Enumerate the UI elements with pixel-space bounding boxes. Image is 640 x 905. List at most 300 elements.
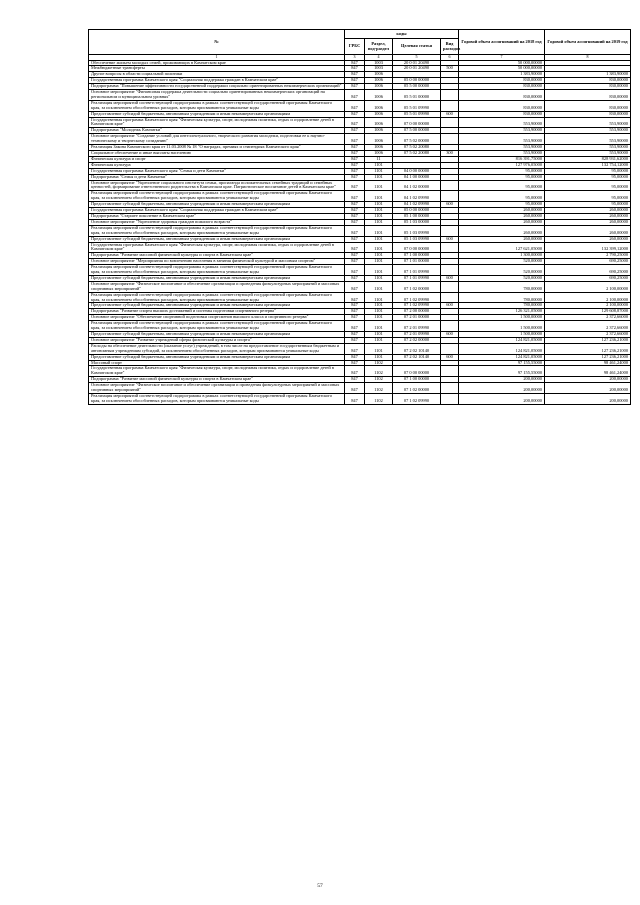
row-volume-2018-cell: 127 976,05000 xyxy=(459,162,545,168)
row-target-cell: 07 5 02 00000 xyxy=(393,134,441,145)
row-name-cell: Основное мероприятие "Укрепление социального института семьи, пропаганда положительных семейных традиций и семейных ценностей, формирование ответственного родительства в Камчатском крае. Патриотическое воспитание детей в Камчатском крае" xyxy=(89,180,345,191)
row-section-cell: 1101 xyxy=(365,225,393,236)
row-name-cell: Подпрограмма "Старшее поколение в Камчатском крае" xyxy=(89,213,345,219)
row-section-cell: 1003 xyxy=(365,66,393,72)
row-expense-type-cell: 600 xyxy=(441,236,459,242)
row-section-cell: 1101 xyxy=(365,309,393,315)
row-section-cell: 1006 xyxy=(365,128,393,134)
row-target-cell: 07 0 00 00000 xyxy=(393,366,441,377)
row-name-cell: Предоставление субсидий бюджетным, автономным учреждениям и иным некоммерческим организациям xyxy=(89,332,345,338)
row-expense-type-cell: 600 xyxy=(441,332,459,338)
row-target-cell: 04 1 02 09990 xyxy=(393,202,441,208)
row-target-cell: 20 0 01 20490 xyxy=(393,66,441,72)
row-target-cell: 04 0 00 00000 xyxy=(393,168,441,174)
row-name-cell: Государственная программа Камчатского края "Социальная поддержка граждан в Камчатском крае" xyxy=(89,78,345,84)
row-target-cell: 07 2 02 00000 xyxy=(393,337,441,343)
row-section-cell: 1101 xyxy=(365,292,393,303)
row-name-cell: Реализация мероприятий соответствующей подпрограммы в рамках соответствующей государственной программы Камчатского края, за исключением обособленных расходов, которым присваиваются уникальные коды xyxy=(89,225,345,236)
table-row xyxy=(89,180,631,191)
row-target-cell: 07 5 02 20080 xyxy=(393,145,441,151)
header-section: Раздел, под-раздел xyxy=(365,39,393,55)
row-volume-2018-cell: 95,00000 xyxy=(459,174,545,180)
row-expense-type-cell: 600 xyxy=(441,275,459,281)
row-volume-2019-cell: 2 372,66000 xyxy=(545,332,631,338)
row-target-cell: 05 0 00 00000 xyxy=(393,78,441,84)
row-volume-2019-cell: 200,00000 xyxy=(545,377,631,383)
row-section-cell: 1102 xyxy=(365,393,393,404)
row-name-cell: Подпрограмма "Развитие массовой физической культуры и спорта в Камчатском крае" xyxy=(89,377,345,383)
row-grbs-cell: 847 xyxy=(345,360,365,366)
row-volume-2019-cell: 690,25000 xyxy=(545,275,631,281)
row-volume-2019-cell: 200,00000 xyxy=(545,393,631,404)
row-grbs-cell: 847 xyxy=(345,78,365,84)
row-grbs-cell: 847 xyxy=(345,219,365,225)
row-expense-type-cell: 300 xyxy=(441,151,459,157)
row-name-cell: Подпрограмма "Семья и дети Камчатки" xyxy=(89,174,345,180)
row-name-cell: Подпрограмма "Повышение эффективности государственной поддержки социально ориентированных некоммерческих организаций" xyxy=(89,84,345,90)
row-volume-2018-cell: 95,00000 xyxy=(459,191,545,202)
row-volume-2019-cell: 2 100,00000 xyxy=(545,292,631,303)
row-name-cell: Обеспечение жильем молодых семей, проживающих в Камчатском крае xyxy=(89,60,345,66)
table-row xyxy=(89,321,631,332)
row-section-cell: 1101 xyxy=(365,265,393,276)
row-volume-2019-cell: 2 100,00000 xyxy=(545,281,631,292)
row-section-cell: 1101 xyxy=(365,321,393,332)
header-expense-type: Вид расходов xyxy=(441,39,459,55)
row-name-cell: Физическая культура и спорт xyxy=(89,156,345,162)
row-section-cell: 1101 xyxy=(365,332,393,338)
row-grbs-cell: 847 xyxy=(345,309,365,315)
row-volume-2018-cell: 553,90000 xyxy=(459,134,545,145)
row-name-cell: Основное мероприятие "Мероприятия по вовлечению населения в занятия физической культурой и массовым спортом" xyxy=(89,259,345,265)
row-grbs-cell: 847 xyxy=(345,321,365,332)
row-target-cell: 04 1 02 09990 xyxy=(393,191,441,202)
row-grbs-cell: 847 xyxy=(345,292,365,303)
row-section-cell: 1101 xyxy=(365,191,393,202)
row-grbs-cell: 847 xyxy=(345,84,365,90)
row-grbs-cell: 847 xyxy=(345,128,365,134)
row-section-cell: 1102 xyxy=(365,383,393,394)
row-target-cell: 07 1 02 00000 xyxy=(393,281,441,292)
row-volume-2018-cell: 95,00000 xyxy=(459,202,545,208)
table-row xyxy=(89,242,631,253)
row-section-cell: 1006 xyxy=(365,134,393,145)
row-name-cell: Основное мероприятие "Развитие учреждений сферы физической культуры и спорта" xyxy=(89,337,345,343)
row-section-cell: 1101 xyxy=(365,275,393,281)
row-volume-2018-cell: 830,00000 xyxy=(459,90,545,101)
row-volume-2018-cell: 97 155,55000 xyxy=(459,366,545,377)
row-expense-type-cell: 600 xyxy=(441,202,459,208)
index-cell: 5 xyxy=(393,55,441,61)
row-target-cell: 05 0 00 00000 xyxy=(393,208,441,214)
row-grbs-cell: 847 xyxy=(345,162,365,168)
row-volume-2018-cell: 260,00000 xyxy=(459,219,545,225)
row-name-cell: Социальное обеспечение и иные выплаты населению xyxy=(89,151,345,157)
row-volume-2018-cell: 95,00000 xyxy=(459,180,545,191)
row-target-cell: 05 5 00 00000 xyxy=(393,84,441,90)
row-volume-2019-cell: 98 461,24000 xyxy=(545,366,631,377)
row-expense-type-cell xyxy=(441,281,459,292)
row-target-cell: 07 1 01 09990 xyxy=(393,265,441,276)
row-target-cell: 07 1 02 09990 xyxy=(393,292,441,303)
row-volume-2018-cell: 1 383,90000 xyxy=(459,72,545,78)
row-name-cell: Реализация мероприятий соответствующей подпрограммы в рамках соответствующей государственной программы Камчатского края, за исключением обособленных расходов, которым присваиваются уникальные коды xyxy=(89,265,345,276)
row-target-cell: 07 2 01 09990 xyxy=(393,332,441,338)
row-target-cell: 04 1 00 00000 xyxy=(393,174,441,180)
row-target-cell: 07 1 01 00000 xyxy=(393,259,441,265)
table-row xyxy=(89,191,631,202)
row-volume-2018-cell: 95,00000 xyxy=(459,168,545,174)
row-volume-2019-cell: 690,25000 xyxy=(545,259,631,265)
row-volume-2019-cell: 830,00000 xyxy=(545,90,631,101)
row-volume-2019-cell: 95,00000 xyxy=(545,174,631,180)
row-section-cell: 1101 xyxy=(365,168,393,174)
row-expense-type-cell xyxy=(441,225,459,236)
row-volume-2019-cell: 830,00000 xyxy=(545,84,631,90)
row-section-cell: 1006 xyxy=(365,72,393,78)
row-grbs-cell: 847 xyxy=(345,145,365,151)
row-section-cell: 1101 xyxy=(365,281,393,292)
index-cell: 8 xyxy=(545,55,631,61)
row-target-cell: 07 1 02 09990 xyxy=(393,393,441,404)
row-grbs-cell: 847 xyxy=(345,117,365,128)
row-target-cell: 07 5 00 00000 xyxy=(393,128,441,134)
row-section-cell: 1101 xyxy=(365,236,393,242)
row-section-cell: 1102 xyxy=(365,360,393,366)
row-volume-2019-cell: 127 236,21000 xyxy=(545,337,631,343)
row-grbs-cell: 847 xyxy=(345,337,365,343)
row-volume-2019-cell: 98 461,24000 xyxy=(545,360,631,366)
row-name-cell: Предоставление субсидий бюджетным, автономным учреждениям и иным некоммерческим организациям xyxy=(89,202,345,208)
header-codes: коды xyxy=(345,30,459,39)
row-name-cell: Основное мероприятие "Укрепление здоровья граждан пожилого возраста" xyxy=(89,219,345,225)
row-expense-type-cell xyxy=(441,134,459,145)
row-name-cell: Подпрограмма "Развитие массовой физической культуры и спорта в Камчатском крае" xyxy=(89,253,345,259)
row-name-cell: Массовый спорт xyxy=(89,360,345,366)
row-target-cell: 07 1 00 00000 xyxy=(393,377,441,383)
row-section-cell: 1102 xyxy=(365,377,393,383)
row-expense-type-cell xyxy=(441,321,459,332)
row-target-cell: 07 1 02 00000 xyxy=(393,383,441,394)
row-volume-2019-cell: 260,00000 xyxy=(545,208,631,214)
row-section-cell: 1101 xyxy=(365,303,393,309)
header-volume-2018: Годовой объем ассигнований на 2018 год xyxy=(459,30,545,55)
row-section-cell: 1102 xyxy=(365,366,393,377)
header-number: № xyxy=(89,30,345,55)
row-volume-2019-cell: 260,00000 xyxy=(545,219,631,225)
row-volume-2019-cell: 1 383,90000 xyxy=(545,72,631,78)
row-volume-2018-cell: 520,00000 xyxy=(459,265,545,276)
row-section-cell: 1101 xyxy=(365,253,393,259)
table-row xyxy=(89,100,631,111)
row-target-cell: 05 1 00 00000 xyxy=(393,213,441,219)
row-volume-2019-cell: 2 372,66000 xyxy=(545,321,631,332)
row-expense-type-cell xyxy=(441,100,459,111)
row-name-cell: Реализация мероприятий соответствующей подпрограммы в рамках соответствующей государственной программы Камчатского края, за исключением обособленных расходов, которым присваиваются уникальные коды xyxy=(89,191,345,202)
row-section-cell: 1101 xyxy=(365,354,393,360)
row-volume-2019-cell: 553,90000 xyxy=(545,134,631,145)
row-volume-2018-cell: 124 821,05000 xyxy=(459,354,545,360)
row-target-cell: 04 1 02 00000 xyxy=(393,180,441,191)
row-section-cell: 1006 xyxy=(365,111,393,117)
row-name-cell: Предоставление субсидий бюджетным, автономным учреждениям и иным некоммерческим организациям xyxy=(89,275,345,281)
row-volume-2018-cell: 200,00000 xyxy=(459,377,545,383)
row-name-cell: Основное мероприятие "Создание условий для интеллектуального, творческого развития молодежи, подготовки ее к научно-техническому и творческому созиданию" xyxy=(89,134,345,145)
row-expense-type-cell xyxy=(441,242,459,253)
row-grbs-cell: 847 xyxy=(345,332,365,338)
row-section-cell: 1101 xyxy=(365,174,393,180)
row-volume-2019-cell: 127 236,21000 xyxy=(545,354,631,360)
row-volume-2018-cell: 127 621,05000 xyxy=(459,242,545,253)
row-target-cell: 07 2 01 00000 xyxy=(393,315,441,321)
row-volume-2018-cell: 830,00000 xyxy=(459,84,545,90)
row-volume-2018-cell: 260,00000 xyxy=(459,236,545,242)
table-row xyxy=(89,393,631,404)
row-volume-2018-cell: 50 000,00000 xyxy=(459,60,545,66)
table-header xyxy=(89,30,631,55)
row-volume-2018-cell: 830,00000 xyxy=(459,111,545,117)
table-row xyxy=(89,292,631,303)
row-grbs-cell: 847 xyxy=(345,366,365,377)
row-expense-type-cell: 600 xyxy=(441,303,459,309)
row-grbs-cell: 847 xyxy=(345,253,365,259)
row-name-cell: Расходы на обеспечение деятельности (оказание услуг) учреждений, в том числе на предоставление государственным бюджетным и автономным учреждениям субсидий, за исключением обособленных расходов, которым присваиваются уникальные коды xyxy=(89,343,345,354)
row-section-cell: 1006 xyxy=(365,151,393,157)
row-target-cell: 05 5 01 09990 xyxy=(393,100,441,111)
row-expense-type-cell xyxy=(441,393,459,404)
table-row xyxy=(89,383,631,394)
row-volume-2018-cell: 97 155,55000 xyxy=(459,360,545,366)
row-grbs-cell: 847 xyxy=(345,281,365,292)
row-expense-type-cell xyxy=(441,366,459,377)
index-cell: 3 xyxy=(345,55,365,61)
row-volume-2019-cell: 95,00000 xyxy=(545,191,631,202)
row-volume-2018-cell: 1 500,00000 xyxy=(459,321,545,332)
row-name-cell: Государственная программа Камчатского края "Физическая культура, спорт, молодежная политика, отдых и оздоровление детей в Камчатском крае" xyxy=(89,366,345,377)
row-grbs-cell: 847 xyxy=(345,134,365,145)
row-volume-2018-cell: 260,00000 xyxy=(459,225,545,236)
row-volume-2019-cell: 830,00000 xyxy=(545,78,631,84)
row-volume-2018-cell: 200,00000 xyxy=(459,383,545,394)
row-target-cell: 20 0 01 20490 xyxy=(393,60,441,66)
row-section-cell: 1006 xyxy=(365,145,393,151)
row-section-cell: 1101 xyxy=(365,208,393,214)
index-cell: 7 xyxy=(459,55,545,61)
row-expense-type-cell xyxy=(441,383,459,394)
row-name-cell: Государственная программа Камчатского края "Социальная поддержка граждан в Камчатском крае" xyxy=(89,208,345,214)
row-section-cell: 1101 xyxy=(365,162,393,168)
row-volume-2019-cell: 260,00000 xyxy=(545,236,631,242)
table-row xyxy=(89,134,631,145)
row-expense-type-cell: 500 xyxy=(441,66,459,72)
row-section-cell: 1003 xyxy=(365,60,393,66)
row-grbs-cell: 847 xyxy=(345,343,365,354)
header-target-article: Целевая статья xyxy=(393,39,441,55)
row-name-cell: Подпрограмма "Развитие спорта высших достижений и системы подготовки спортивного резерва" xyxy=(89,309,345,315)
row-grbs-cell: 847 xyxy=(345,275,365,281)
row-name-cell: Предоставление субсидий бюджетным, автономным учреждениям и иным некоммерческим организациям xyxy=(89,111,345,117)
row-name-cell: Основное мероприятие "Обеспечение спортивной подготовки спортсменов высокого класса и спортивного резерва" xyxy=(89,315,345,321)
row-section-cell: 1101 xyxy=(365,259,393,265)
row-grbs-cell: 847 xyxy=(345,151,365,157)
row-name-cell: Реализация мероприятий соответствующей подпрограммы в рамках соответствующей государственной программы Камчатского края, за исключением обособленных расходов, которым присваиваются уникальные коды xyxy=(89,321,345,332)
table-row xyxy=(89,90,631,101)
row-section-cell: 11 xyxy=(365,156,393,162)
row-volume-2019-cell: 132 754,12000 xyxy=(545,162,631,168)
row-volume-2019-cell: 828 931,62000 xyxy=(545,156,631,162)
row-grbs-cell: 847 xyxy=(345,354,365,360)
row-target-cell: 05 5 01 00000 xyxy=(393,90,441,101)
row-volume-2019-cell: 260,00000 xyxy=(545,225,631,236)
row-volume-2019-cell: 95,00000 xyxy=(545,168,631,174)
row-volume-2018-cell: 520,00000 xyxy=(459,275,545,281)
row-expense-type-cell xyxy=(441,117,459,128)
page-number: 57 xyxy=(317,883,323,889)
row-name-cell: Государственная программа Камчатского края "Физическая культура, спорт, молодежная политика, отдых и оздоровление детей в Камчатском крае" xyxy=(89,242,345,253)
row-expense-type-cell: 600 xyxy=(441,354,459,360)
row-volume-2019-cell: 127 236,21000 xyxy=(545,343,631,354)
row-volume-2019-cell: 2 100,00000 xyxy=(545,303,631,309)
row-expense-type-cell: 600 xyxy=(441,111,459,117)
row-expense-type-cell xyxy=(441,343,459,354)
row-target-cell: 07 2 01 09990 xyxy=(393,321,441,332)
row-volume-2018-cell: 780,00000 xyxy=(459,281,545,292)
row-grbs-cell: 847 xyxy=(345,208,365,214)
table-body xyxy=(89,55,631,405)
row-grbs-cell: 847 xyxy=(345,202,365,208)
row-name-cell: Основное мероприятие "Финансовая поддержка деятельности социально ориентированных некоммерческих организаций на региональном и муниципальном уровнях" xyxy=(89,90,345,101)
row-grbs-cell: 847 xyxy=(345,265,365,276)
row-name-cell: Государственная программа Камчатского края "Семья и дети Камчатки" xyxy=(89,168,345,174)
row-section-cell: 1101 xyxy=(365,180,393,191)
table-row xyxy=(89,225,631,236)
row-volume-2018-cell: 200,00000 xyxy=(459,393,545,404)
table-row xyxy=(89,281,631,292)
row-grbs-cell: 847 xyxy=(345,377,365,383)
row-target-cell: 07 1 01 09990 xyxy=(393,275,441,281)
row-volume-2018-cell: 124 821,05000 xyxy=(459,337,545,343)
row-section-cell: 1101 xyxy=(365,213,393,219)
row-volume-2018-cell: 260,00000 xyxy=(459,213,545,219)
row-grbs-cell: 847 xyxy=(345,168,365,174)
row-name-cell: Другие вопросы в области социальной политики xyxy=(89,72,345,78)
row-grbs-cell: 847 xyxy=(345,236,365,242)
row-grbs-cell: 847 xyxy=(345,72,365,78)
row-volume-2019-cell: 553,90000 xyxy=(545,145,631,151)
row-grbs-cell: 847 xyxy=(345,213,365,219)
row-target-cell: 07 5 02 20080 xyxy=(393,151,441,157)
row-grbs-cell: 847 xyxy=(345,393,365,404)
row-grbs-cell: 847 xyxy=(345,191,365,202)
row-target-cell: 05 5 01 09990 xyxy=(393,111,441,117)
row-volume-2019-cell: 2 372,66000 xyxy=(545,315,631,321)
row-volume-2019-cell: 129 608,87000 xyxy=(545,309,631,315)
index-cell: 4 xyxy=(365,55,393,61)
row-section-cell: 1006 xyxy=(365,90,393,101)
row-name-cell: Государственная программа Камчатского края "Физическая культура, спорт, молодежная политика, отдых и оздоровление детей в Камчатском крае" xyxy=(89,117,345,128)
row-volume-2018-cell: 124 821,05000 xyxy=(459,343,545,354)
row-expense-type-cell xyxy=(441,292,459,303)
row-grbs-cell: 847 xyxy=(345,242,365,253)
row-volume-2019-cell: 95,00000 xyxy=(545,202,631,208)
row-section-cell: 1006 xyxy=(365,100,393,111)
row-grbs-cell: 847 xyxy=(345,90,365,101)
row-target-cell: 07 0 00 00000 xyxy=(393,117,441,128)
header-volume-2019: Годовой объем ассигнований на 2019 год xyxy=(545,30,631,55)
row-target-cell: 05 1 03 00000 xyxy=(393,219,441,225)
row-target-cell: 07 1 00 00000 xyxy=(393,253,441,259)
row-grbs-cell: 847 xyxy=(345,156,365,162)
row-volume-2019-cell: 132 399,12000 xyxy=(545,242,631,253)
row-volume-2018-cell: 553,90000 xyxy=(459,145,545,151)
row-name-cell: Предоставление субсидий бюджетным, автономным учреждениям и иным некоммерческим организациям xyxy=(89,354,345,360)
row-name-cell: Реализация мероприятий соответствующей подпрограммы в рамках соответствующей государственной программы Камчатского края, за исключением обособленных расходов, которым присваиваются уникальные коды xyxy=(89,393,345,404)
row-volume-2018-cell: 830,00000 xyxy=(459,78,545,84)
row-grbs-cell: 847 xyxy=(345,111,365,117)
row-volume-2019-cell: 830,00000 xyxy=(545,100,631,111)
row-volume-2019-cell: 2 790,25000 xyxy=(545,253,631,259)
header-grbs: ГРБС xyxy=(345,39,365,55)
row-grbs-cell: 847 xyxy=(345,66,365,72)
row-name-cell: Физическая культура xyxy=(89,162,345,168)
row-target-cell: 05 1 03 09990 xyxy=(393,236,441,242)
row-target-cell: 07 0 00 00000 xyxy=(393,242,441,253)
row-volume-2018-cell: 1 500,00000 xyxy=(459,332,545,338)
row-volume-2018-cell: 830,00000 xyxy=(459,100,545,111)
row-grbs-cell: 847 xyxy=(345,259,365,265)
row-volume-2018-cell: 50 000,00000 xyxy=(459,66,545,72)
row-grbs-cell: 847 xyxy=(345,315,365,321)
row-name-cell: Основное мероприятие "Физическое воспитание и обеспечение организации и проведения физкультурных мероприятий и массовых спортивных мероприятий" xyxy=(89,281,345,292)
row-volume-2018-cell: 260,00000 xyxy=(459,208,545,214)
table-row xyxy=(89,265,631,276)
row-volume-2018-cell: 1 300,00000 xyxy=(459,253,545,259)
row-target-cell: 05 1 03 09990 xyxy=(393,225,441,236)
row-name-cell: Реализация мероприятий соответствующей подпрограммы в рамках соответствующей государственной программы Камчатского края, за исключением обособленных расходов, которым присваиваются уникальные коды xyxy=(89,292,345,303)
row-name-cell: Реализация мероприятий соответствующей подпрограммы в рамках соответствующей государственной программы Камчатского края, за исключением обособленных расходов, которым присваиваются уникальные коды xyxy=(89,100,345,111)
row-target-cell: 07 2 00 00000 xyxy=(393,309,441,315)
row-volume-2018-cell: 553,90000 xyxy=(459,117,545,128)
row-grbs-cell: 847 xyxy=(345,180,365,191)
row-section-cell: 1101 xyxy=(365,343,393,354)
row-expense-type-cell xyxy=(441,265,459,276)
row-name-cell: Предоставление субсидий бюджетным, автономным учреждениям и иным некоммерческим организациям xyxy=(89,303,345,309)
row-volume-2019-cell: 830,00000 xyxy=(545,111,631,117)
row-target-cell: 07 2 02 10140 xyxy=(393,354,441,360)
table-row xyxy=(89,366,631,377)
row-name-cell: Реализация Закона Камчатского края от 11.03.2008 № 18 "О наградах, премиях и стипендиях Камчатского края" xyxy=(89,145,345,151)
row-section-cell: 1101 xyxy=(365,202,393,208)
row-volume-2019-cell: 553,90000 xyxy=(545,151,631,157)
row-grbs-cell: 847 xyxy=(345,174,365,180)
row-volume-2018-cell: 553,90000 xyxy=(459,151,545,157)
budget-page xyxy=(88,29,630,405)
row-grbs-cell: 847 xyxy=(345,100,365,111)
row-grbs-cell: 847 xyxy=(345,225,365,236)
row-grbs-cell: 847 xyxy=(345,383,365,394)
row-name-cell: Предоставление субсидий бюджетным, автономным учреждениям и иным некоммерческим организациям xyxy=(89,236,345,242)
row-volume-2018-cell: 553,90000 xyxy=(459,128,545,134)
row-expense-type-cell xyxy=(441,90,459,101)
table-row xyxy=(89,343,631,354)
row-volume-2018-cell: 780,00000 xyxy=(459,303,545,309)
row-volume-2018-cell: 816 391,75000 xyxy=(459,156,545,162)
row-volume-2019-cell: 200,00000 xyxy=(545,383,631,394)
row-volume-2019-cell: 553,90000 xyxy=(545,128,631,134)
row-volume-2019-cell: 690,25000 xyxy=(545,265,631,276)
row-target-cell: 07 1 02 09990 xyxy=(393,303,441,309)
row-section-cell: 1006 xyxy=(365,117,393,128)
